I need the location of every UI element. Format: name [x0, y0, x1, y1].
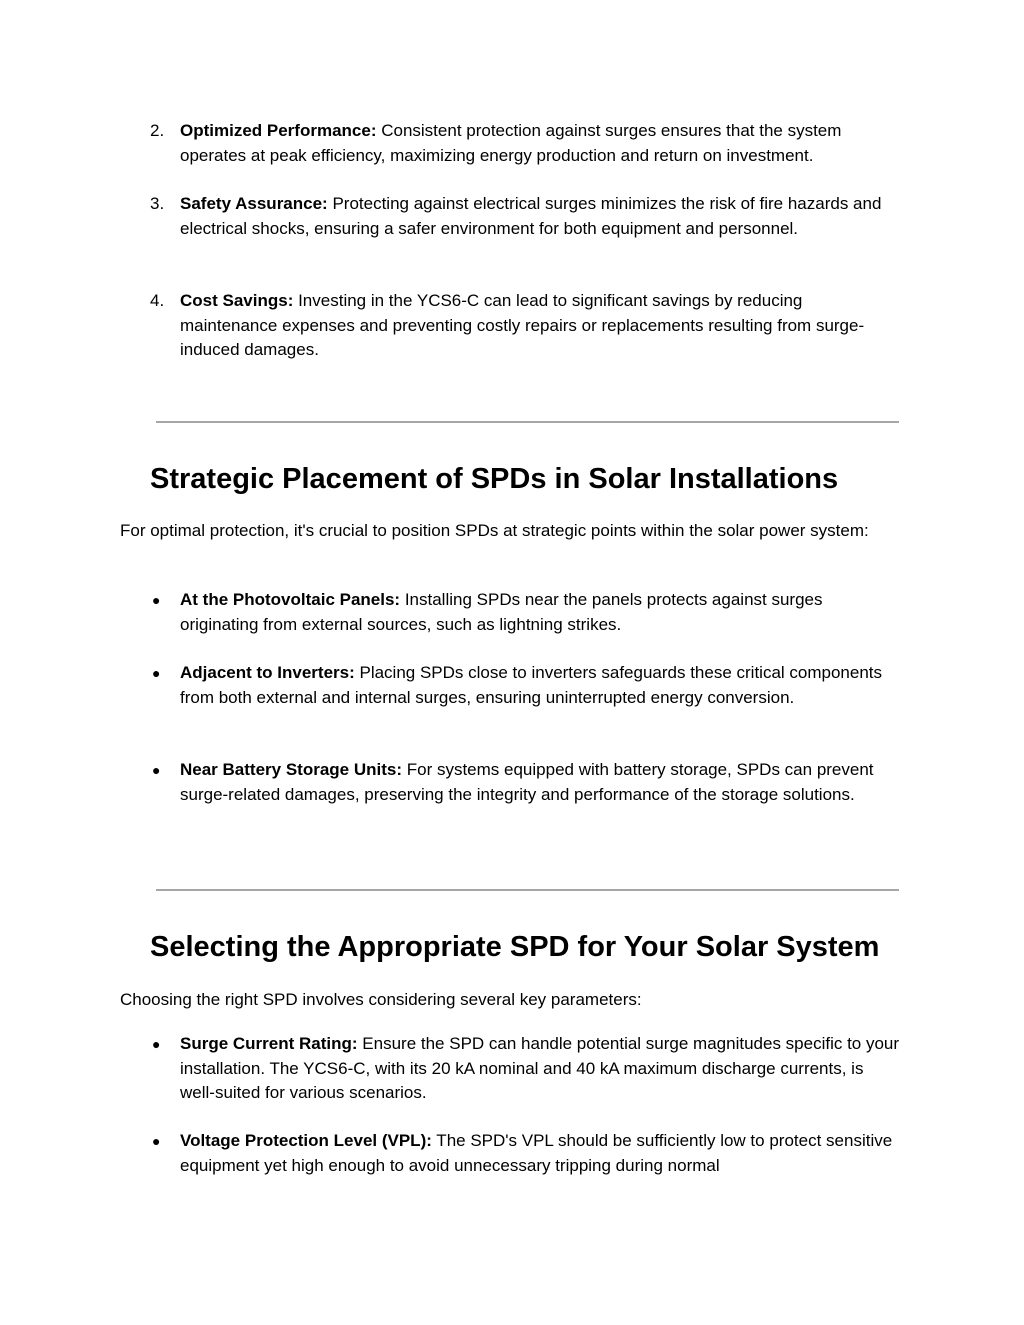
list-item-title: Near Battery Storage Units:: [180, 760, 403, 779]
list-item: [150, 588, 900, 637]
list-number: 3.: [150, 194, 165, 213]
list-item-text: Consistent protection against surges ensures that the system operates at peak efficiency, maximizing energy production and return on investment.: [180, 121, 842, 165]
list-item: [150, 758, 900, 807]
bullet-icon: ●: [152, 592, 161, 608]
section-heading: Selecting the Appropriate SPD for Your Solar System: [150, 931, 880, 963]
list-item-title: Optimized Performance:: [180, 121, 377, 140]
bullet-icon: ●: [152, 665, 161, 681]
list-item-title: Surge Current Rating:: [180, 1034, 358, 1053]
list-item-text: For systems equipped with battery storage, SPDs can prevent surge-related damages, preserving the integrity and performance of the storage solutions.: [180, 760, 874, 804]
list-item-title: Cost Savings:: [180, 291, 294, 310]
list-item-title: Adjacent to Inverters:: [180, 663, 355, 682]
list-item-title: Voltage Protection Level (VPL):: [180, 1131, 432, 1150]
list-item-text: Protecting against electrical surges minimizes the risk of fire hazards and electrical shocks, ensuring a safer environment for both equipment and personnel.: [180, 194, 882, 238]
list-item: [150, 1032, 900, 1106]
list-item: [150, 289, 900, 363]
list-item-text: Placing SPDs close to inverters safeguards these critical components from both external and internal surges, ensuring uninterrupted energy conversion.: [180, 663, 883, 707]
list-number: 4.: [150, 291, 165, 310]
list-item-text: Ensure the SPD can handle potential surge magnitudes specific to your installation. The YCS6-C, with its 20 kA nominal and 40 kA maximum discharge currents, is well-suited for various scenarios.: [180, 1034, 900, 1102]
list-item: [150, 1129, 900, 1178]
bullet-icon: ●: [152, 1133, 161, 1149]
list-item-title: Safety Assurance:: [180, 194, 328, 213]
section-intro: For optimal protection, it's crucial to position SPDs at strategic points within the solar power system:: [120, 521, 869, 540]
list-item-title: At the Photovoltaic Panels:: [180, 590, 401, 609]
list-item: [150, 192, 900, 241]
horizontal-divider: [156, 421, 899, 423]
list-item: [150, 661, 900, 710]
section-intro: Choosing the right SPD involves considering several key parameters:: [120, 990, 642, 1009]
list-item-text: The SPD's VPL should be sufficiently low to protect sensitive equipment yet high enough to avoid unnecessary tripping during normal: [180, 1131, 893, 1175]
section-heading: Strategic Placement of SPDs in Solar Installations: [150, 463, 839, 495]
horizontal-divider: [156, 889, 899, 891]
list-item-text: Installing SPDs near the panels protects against surges originating from external sources, such as lightning strikes.: [180, 590, 823, 634]
bullet-icon: ●: [152, 1036, 161, 1052]
list-number: 2.: [150, 121, 165, 140]
bullet-icon: ●: [152, 762, 161, 778]
list-item: [150, 119, 900, 168]
list-item-text: Investing in the YCS6-C can lead to significant savings by reducing maintenance expenses and preventing costly repairs or replacements resulting from surge-induced damages.: [180, 291, 865, 359]
